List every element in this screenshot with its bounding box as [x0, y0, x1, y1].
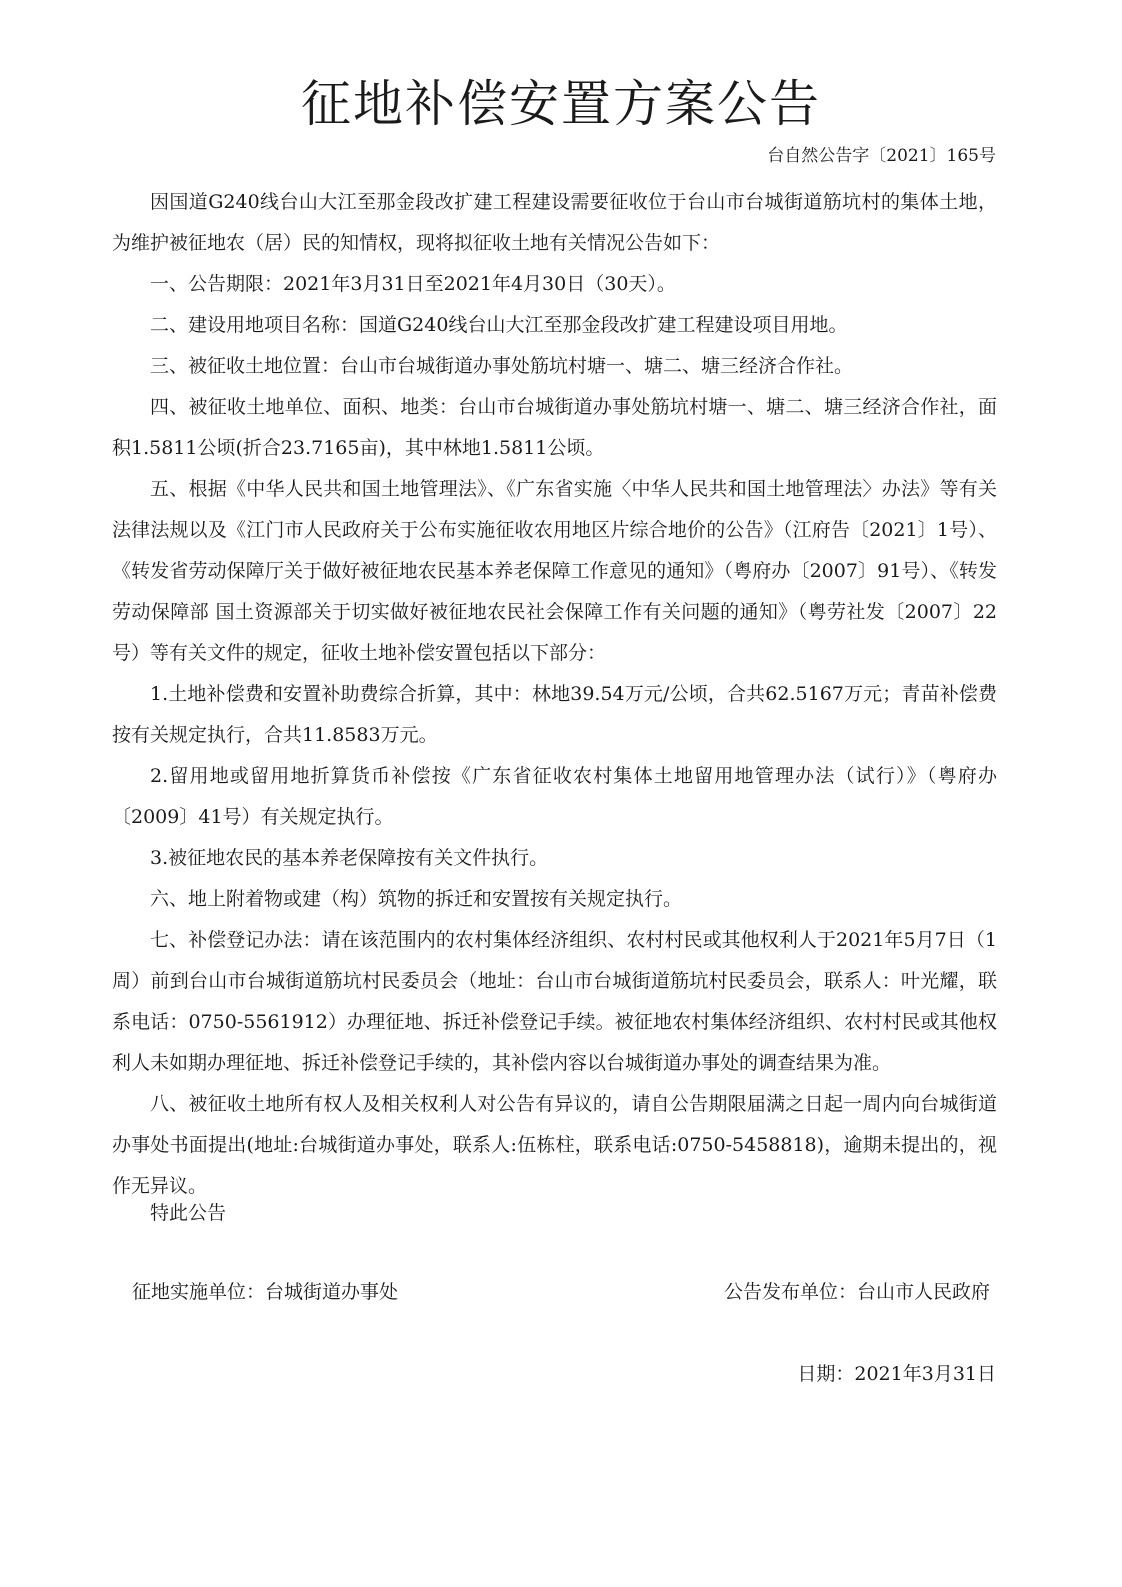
item-pension-security: 3.被征地农民的基本养老保障按有关文件执行。: [150, 847, 549, 869]
issuing-unit: 公告发布单位：台山市人民政府: [723, 1281, 990, 1303]
document-body: [112, 182, 997, 1207]
section-project-name: 二、建设用地项目名称：国道G240线台山大江至那金段改扩建工程建设项目用地。: [150, 314, 848, 336]
section-land-location: 三、被征收土地位置：台山市台城街道办事处筋坑村塘一、塘二、塘三经济合作社。: [150, 355, 854, 377]
section-objection: 八、被征收土地所有权人及相关权利人对公告有异议的，请自公告期限届满之日起一周内向台城街道办事处书面提出(地址:台城街道办事处，联系人:伍栋柱，联系电话:0750-5458818)，逾期未提出的，视作无异议。: [112, 1093, 997, 1197]
document-number: 台自然公告字〔2021〕165号: [767, 146, 996, 166]
section-land-unit-area-type: 四、被征收土地单位、面积、地类：台山市台城街道办事处筋坑村塘一、塘二、塘三经济合作社，面积1.5811公顷(折合23.7165亩)，其中林地1.5811公顷。: [112, 396, 997, 459]
closing-remark: 特此公告: [150, 1202, 227, 1224]
section-attachments-relocation: 六、地上附着物或建（构）筑物的拆迁和安置按有关规定执行。: [150, 888, 683, 910]
document-title: 征地补偿安置方案公告: [301, 75, 821, 133]
item-land-compensation: 1.土地补偿费和安置补助费综合折算，其中：林地39.54万元/公顷，合共62.5167万元；青苗补偿费按有关规定执行，合共11.8583万元。: [112, 683, 997, 746]
item-reserved-land: 2.留用地或留用地折算货币补偿按《广东省征收农村集体土地留用地管理办法（试行）》（粤府办〔2009〕41号）有关规定执行。: [112, 765, 997, 828]
section-registration-method: 七、补偿登记办法：请在该范围内的农村集体经济组织、农村村民或其他权利人于2021年5月7日（1周）前到台山市台城街道筋坑村民委员会（地址：台山市台城街道筋坑村民委员会，联系人：叶光耀，联系电话：0750-5561912）办理征地、拆迁补偿登记手续。被征地农村集体经济组织、农村村民或其他权利人未如期办理征地、拆迁补偿登记手续的，其补偿内容以台城街道办事处的调查结果为准。: [112, 929, 997, 1074]
section-announcement-period: 一、公告期限：2021年3月31日至2021年4月30日（30天）。: [150, 273, 676, 295]
intro-paragraph: 因国道G240线台山大江至那金段改扩建工程建设需要征收位于台山市台城街道筋坑村的集体土地，为维护被征地农（居）民的知情权，现将拟征收土地有关情况公告如下：: [112, 191, 997, 254]
section-legal-basis: 五、根据《中华人民共和国土地管理法》、《广东省实施〈中华人民共和国土地管理法〉办法》等有关法律法规以及《江门市人民政府关于公布实施征收农用地区片综合地价的公告》（江府告〔2021〕1号）、《转发省劳动保障厅关于做好被征地农民基本养老保障工作意见的通知》（粤府办〔2007〕91号）、《转发劳动保障部 国土资源部关于切实做好被征地农民社会保障工作有关问题的通知》（粤劳社发〔2007〕22号）等有关文件的规定，征收土地补偿安置包括以下部分：: [112, 478, 997, 664]
implementing-unit: 征地实施单位：台城街道办事处: [132, 1281, 399, 1303]
issue-date: 日期：2021年3月31日: [797, 1363, 996, 1385]
